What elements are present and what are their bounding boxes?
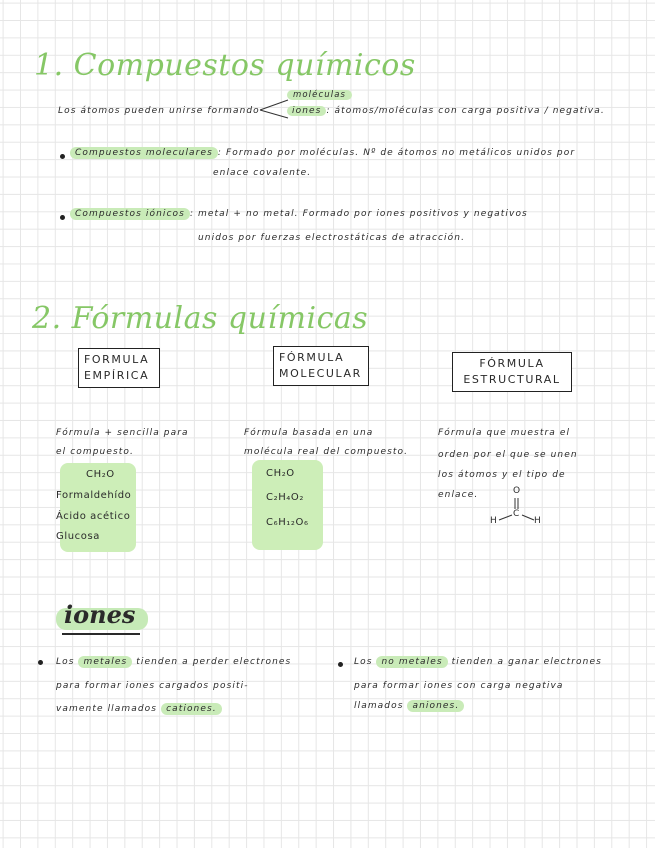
struct-atom-h-left: H (490, 516, 497, 526)
struct-atom-c: C (513, 509, 520, 519)
col2-formula: CH₂O (266, 468, 295, 479)
col1-item: Ácido acético (56, 511, 131, 522)
right-line2: para formar iones con carga negativa (354, 681, 564, 691)
col1-item: Glucosa (56, 531, 101, 542)
right-line3 (354, 701, 464, 711)
item1-row (70, 148, 575, 158)
box-formula-estructural (452, 352, 572, 392)
col1-formula: CH₂O (86, 469, 115, 480)
bullet-dot (60, 154, 65, 159)
box2-line1: FÓRMULA (279, 351, 345, 364)
left-pre: Los (56, 657, 75, 667)
left-post: tienden a perder electrones (136, 657, 292, 667)
bullet-dot (38, 660, 43, 665)
box-formula-empirica (78, 348, 160, 388)
box2-line2: MOLECULAR (279, 367, 362, 380)
col2-desc-1: Fórmula basada en una (244, 428, 374, 438)
right-line3-pre: llamados (354, 701, 404, 711)
branch-moleculas: moléculas (287, 90, 352, 100)
item1-text: : Formado por moléculas. Nº de átomos no metálicos unidos por (217, 148, 576, 158)
item1-label: Compuestos moleculares (70, 147, 218, 159)
struct-atom-o: O (513, 486, 521, 496)
section2-title: 2. Fórmulas químicas (32, 301, 369, 336)
right-pre: Los (354, 657, 373, 667)
title-underline (62, 633, 140, 635)
left-line2: para formar iones cargados positi- (56, 681, 249, 691)
right-post: tienden a ganar electrones (451, 657, 602, 667)
col3-desc-1: Fórmula que muestra el (438, 428, 571, 438)
right-highlight-aniones: aniones. (407, 700, 464, 712)
right-line1 (354, 657, 602, 667)
box1-line2: EMPÍRICA (84, 369, 150, 382)
struct-atom-h-right: H (534, 516, 541, 526)
branch-iones-label: iones (287, 106, 326, 116)
box3-line2: ESTRUCTURAL (463, 373, 561, 386)
col1-desc-1: Fórmula + sencilla para (56, 428, 189, 438)
bullet-dot (60, 215, 65, 220)
item2-text: : metal + no metal. Formado por iones positivos y negativos (189, 209, 528, 219)
item2-row (70, 209, 528, 219)
left-line3-pre: vamente llamados (56, 704, 158, 714)
left-line3 (56, 704, 222, 714)
left-highlight-metales: metales (78, 656, 132, 668)
col2-formula: C₆H₁₂O₆ (266, 517, 309, 528)
box-formula-molecular (273, 346, 369, 386)
box3-line1: FÓRMULA (479, 357, 545, 370)
col1-item: Formaldehído (56, 490, 132, 501)
col3-desc-2: orden por el que se unen (438, 450, 578, 460)
col2-formula: C₂H₄O₂ (266, 492, 304, 503)
intro-text: Los átomos pueden unirse formando (58, 106, 260, 116)
left-line1 (56, 657, 291, 667)
col3-desc-3: los átomos y el tipo de (438, 470, 566, 480)
item2-text-cont: unidos por fuerzas electrostáticas de atracción. (198, 233, 466, 243)
section1-title: 1. Compuestos químicos (34, 48, 416, 83)
right-highlight-no-metales: no metales (376, 656, 447, 668)
col3-desc-4: enlace. (438, 490, 479, 500)
item1-text-cont: enlace covalente. (213, 168, 312, 178)
branch-iones-row (287, 106, 605, 116)
box1-line1: FORMULA (84, 353, 150, 366)
left-highlight-cationes: cationes. (161, 703, 222, 715)
col2-desc-2: molécula real del compuesto. (244, 447, 409, 457)
section3-title: iones (64, 600, 136, 629)
col1-desc-2: el compuesto. (56, 447, 134, 457)
bullet-dot (338, 662, 343, 667)
item2-label: Compuestos iónicos (70, 208, 190, 220)
branch-iones-text: : átomos/moléculas con carga positiva / negativa. (326, 106, 605, 116)
